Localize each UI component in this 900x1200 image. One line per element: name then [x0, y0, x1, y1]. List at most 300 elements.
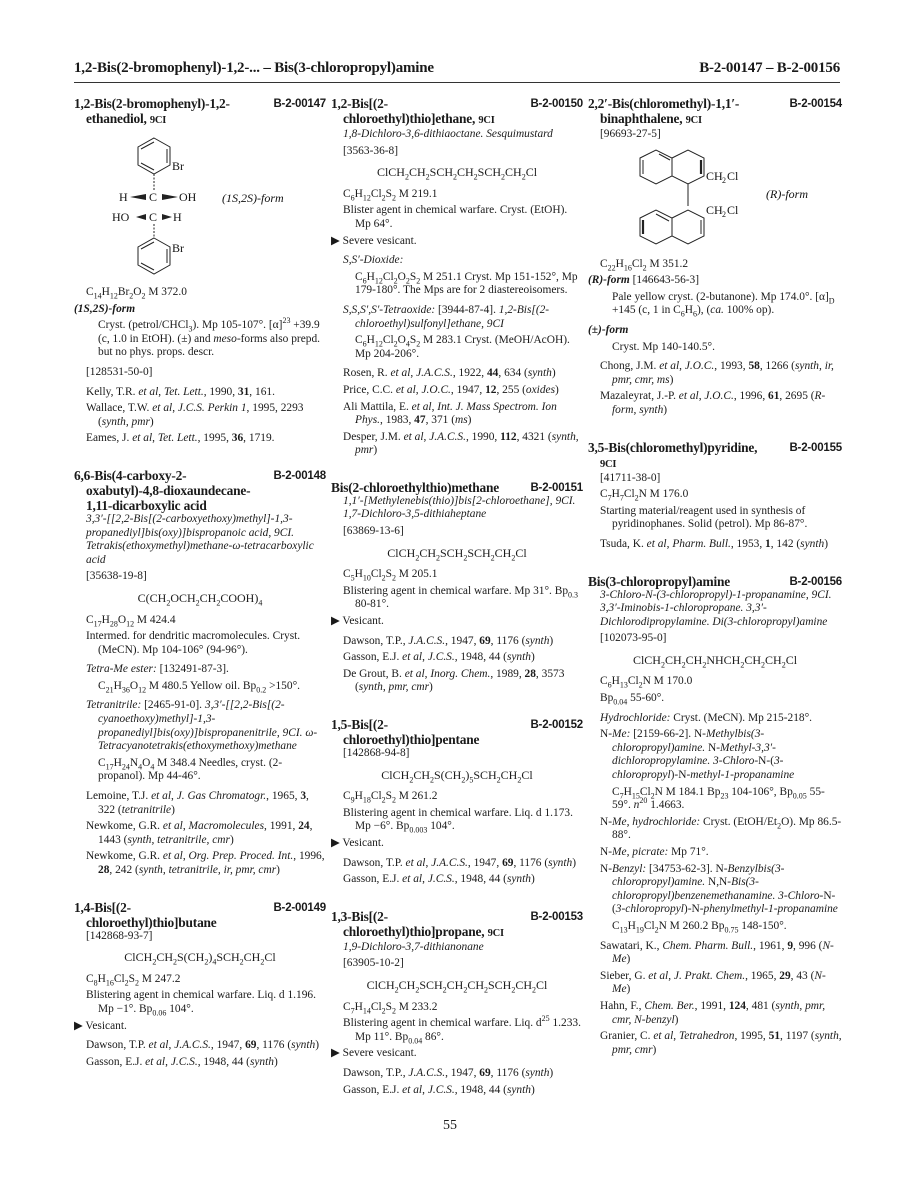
text-run: 104-106°, Bp	[728, 785, 793, 798]
text-run: Blister agent in chemical warfare. Cryst. (EtOH). Mp 64°.	[343, 204, 568, 230]
text-run: ▶ Vesicant.	[74, 1019, 127, 1032]
text-run: , 43 (	[790, 969, 815, 982]
entry-paragraph	[331, 837, 583, 851]
italic-text: et al	[390, 367, 411, 380]
italic-text: et al	[152, 402, 173, 415]
text-run: C	[600, 675, 608, 688]
text-run: Starting material/reagent used in synthesis of pyridinophanes. Solid (petrol). Mp 86-87°.	[600, 504, 808, 531]
text-run: CH	[685, 652, 703, 667]
svg-text:Cl: Cl	[727, 168, 739, 183]
italic-text: et al	[151, 790, 171, 803]
subscript: 2	[461, 774, 466, 784]
text-run: 80-81°.	[355, 598, 389, 611]
text-run: , 1266 (	[759, 360, 795, 373]
text-run: Pale yellow cryst. (2-butanone). Mp 174.0°. [α]	[612, 290, 829, 303]
entry-paragraph	[588, 728, 842, 782]
text-run: Blistering agent in chemical warfare. Liq. d	[343, 1017, 542, 1030]
text-run: C	[612, 785, 620, 798]
text-run: [63905-10-2]	[343, 957, 404, 970]
text-run: Chong, J.M.	[600, 360, 660, 373]
text-run: ,	[424, 667, 431, 680]
italic-text: Me, hydrochloride:	[612, 815, 701, 828]
text-run: , 1176 (	[490, 1066, 526, 1079]
italic-text: synth, pmr, cmr	[358, 681, 430, 694]
entry-paragraph	[74, 432, 326, 446]
volume-number: 28	[98, 864, 110, 876]
subscript: 7	[350, 1005, 355, 1015]
subscript: 2	[393, 339, 398, 349]
subscript: 12	[138, 685, 147, 695]
entry-paragraph	[331, 1067, 583, 1081]
text-run: [132491-87-3].	[156, 663, 229, 676]
text-run: , 1991,	[264, 820, 299, 833]
entry-paragraph	[588, 360, 842, 387]
italic-text: et al	[402, 873, 423, 886]
subscript: 2	[141, 291, 146, 301]
italic-text: 3,3′-[[2,2-Bis[(2-carboxyethoxy)methyl]-1,3-propanediyl]bis(oxy)]bispropanoic acid, 9CI. Tetrakis(ethoxymethyl)methane-ω-tetracarboxylic acid	[86, 512, 314, 566]
subscript: 2	[216, 598, 221, 608]
entry-id: B-2-00154	[789, 98, 842, 110]
entry-title	[588, 440, 842, 472]
subscript: 2	[391, 573, 396, 583]
subscript: 2	[172, 957, 177, 967]
form-label: (R)-form	[588, 274, 630, 287]
svg-text:2: 2	[722, 209, 726, 219]
text-run: Newkome, G.R.	[86, 850, 163, 863]
subscript: 2	[425, 172, 430, 182]
text-run: Cl	[623, 488, 635, 501]
italic-text: Me:	[612, 728, 631, 741]
subscript: 18	[362, 795, 371, 805]
italic-text: et al	[162, 820, 183, 833]
text-run: CH	[515, 977, 533, 992]
italic-text: 1,2-Bis[(2-chloroethyl)sulfonyl]ethane, 9CI	[355, 303, 550, 330]
italic-text: N-Me	[612, 969, 826, 996]
volume-number: 24	[298, 820, 310, 833]
text-run: Cl	[370, 1000, 382, 1013]
entry-paragraph	[588, 390, 842, 417]
running-header	[74, 58, 840, 83]
subscript: 2	[134, 978, 139, 988]
text-run: SCH	[473, 767, 497, 782]
volume-number: 9	[787, 939, 794, 952]
volume-number: 69	[479, 634, 491, 647]
entry-paragraph	[74, 850, 326, 877]
entry-paragraph	[74, 316, 326, 360]
text-run: [2159-66-2]. N-	[630, 728, 706, 741]
entry-title	[331, 909, 583, 941]
text-run: C	[343, 187, 351, 200]
structure-binaphthyl-diagram	[588, 146, 842, 256]
text-run: ClCH	[387, 545, 416, 560]
text-run: ), (	[696, 304, 711, 317]
subscript: 16	[623, 262, 632, 272]
entry-title	[74, 96, 326, 128]
entry-paragraph	[74, 286, 326, 300]
subscript: 15	[631, 790, 640, 800]
text-run: M 283.1 Cryst. (MeOH/AcOH). Mp 204-206°.	[355, 334, 570, 360]
text-run: C	[355, 270, 363, 283]
italic-text: R-form, synth	[612, 390, 826, 416]
subscript: 4	[212, 957, 217, 967]
subscript: 12	[126, 618, 135, 628]
text-run: )-N-	[670, 769, 691, 782]
subscript: 4	[150, 762, 155, 772]
subscript: 2	[473, 172, 478, 182]
subscript: 16	[105, 978, 114, 988]
text-run: Eames, J.	[86, 432, 133, 445]
text-run: Gasson, E.J.	[343, 1083, 403, 1096]
text-run: H	[101, 286, 110, 298]
text-run: ,	[165, 1055, 171, 1068]
entry-paragraph	[331, 495, 583, 522]
text-run: Granier, C.	[600, 1030, 654, 1043]
subscript: 7	[619, 493, 624, 503]
italic-text: 3-chloropropyl	[615, 903, 684, 916]
text-run: ,	[679, 360, 685, 373]
text-run: CH	[664, 652, 682, 667]
text-run: S(CH	[176, 950, 205, 965]
entry-paragraph	[588, 589, 842, 630]
subscript: 2	[463, 985, 468, 995]
subscript: 0.75	[724, 925, 739, 935]
text-run: 100% op).	[723, 304, 775, 317]
text-run: , 1953,	[730, 537, 766, 550]
subscript: 2	[650, 790, 655, 800]
text-run: Wallace, T.W.	[86, 402, 153, 415]
italic-text: methyl-1-propanamine	[690, 769, 795, 782]
subscript: 21	[105, 685, 114, 695]
entry-paragraph	[74, 790, 326, 817]
volume-number: 69	[479, 1066, 491, 1079]
entry-paragraph	[331, 747, 583, 761]
entry-id: B-2-00156	[789, 575, 842, 588]
entry-paragraph	[74, 663, 326, 677]
italic-text: Inorg. Chem.	[430, 667, 491, 680]
entry-paragraph	[331, 188, 583, 202]
subscript: 2	[409, 774, 414, 784]
volume-number: 112	[500, 430, 517, 443]
entry-id: B-2-00147	[273, 98, 326, 110]
subscript: 2	[435, 553, 440, 563]
entry-paragraph	[74, 513, 326, 567]
text-run: 1,2-Bis(2-bromophenyl)-1,2-ethanediol,	[74, 96, 230, 126]
entry-paragraph	[74, 699, 326, 753]
text-run: CH	[494, 545, 512, 560]
text-run: M 251.1 Cryst. Mp 151-152°, Mp 179-180°. The Mps are for 2 diastereoisomers.	[355, 270, 578, 297]
entry-id: B-2-00153	[530, 910, 583, 923]
italic-text: Tet. Lett.	[163, 385, 204, 398]
ci-marker: 9CI	[487, 927, 504, 939]
text-run: C(CH	[137, 590, 167, 605]
entry-paragraph	[331, 568, 583, 582]
text-run: , 1983,	[380, 414, 415, 427]
text-run: CH	[457, 165, 474, 180]
subscript: 2	[415, 985, 420, 995]
entry-paragraph	[588, 538, 842, 552]
text-run: [146643-56-3]	[629, 274, 700, 287]
subscript: 7	[619, 790, 624, 800]
italic-text: J.A.C.S.	[408, 634, 446, 647]
volume-number: 69	[245, 1039, 257, 1052]
volume-number: 58	[748, 360, 760, 373]
svg-text:H: H	[119, 190, 128, 204]
italic-text: J.C.S.	[427, 651, 455, 664]
italic-text: Methyl-3,3′-dichloropropylamine. 3-Chloro-	[612, 741, 776, 768]
text-run: Cryst. Mp 140-140.5°.	[612, 340, 715, 353]
text-run: O	[142, 756, 151, 769]
text-run: H	[354, 187, 363, 200]
subscript: 2	[391, 193, 396, 203]
header-entry-range-ids: B-2-00147 – B-2-00156	[699, 60, 840, 76]
text-run: , 1947,	[445, 1066, 480, 1079]
text-run: , 1443 (	[98, 820, 313, 846]
entry-paragraph	[588, 970, 842, 997]
text-run: [102073-95-0]	[600, 632, 667, 645]
subscript: 6	[680, 309, 685, 319]
italic-text: Tetrahedron	[678, 1030, 735, 1043]
header-entry-range-names: 1,2-Bis(2-bromophenyl)-1,2-... – Bis(3-chloropropyl)amine	[74, 60, 434, 76]
text-run: , 996 (	[793, 939, 823, 952]
italic-text: Methylbis(3-chloropropyl)amine.	[612, 728, 765, 754]
entry-title	[331, 717, 583, 747]
text-run: )-N-	[683, 903, 704, 916]
text-run: , 1995,	[734, 1030, 769, 1043]
italic-text: 1,8-Dichloro-3,6-dithiaoctane. Sesquimustard	[343, 128, 553, 140]
text-run: ,	[666, 537, 673, 550]
text-run: Cl	[639, 785, 651, 798]
text-run: CH	[398, 977, 416, 992]
text-run: ,	[182, 850, 189, 863]
text-run: OCH	[170, 590, 196, 605]
text-run: C	[600, 488, 608, 501]
text-run: Lemoine, T.J.	[86, 790, 152, 803]
subscript: 2	[429, 774, 434, 784]
italic-text: J.C.S. Perkin 1	[177, 402, 247, 415]
text-run: )	[273, 1055, 278, 1068]
subscript: 2	[740, 660, 745, 670]
text-run: , 634 (	[498, 367, 528, 380]
italic-text: et al	[411, 400, 432, 413]
text-run: CH	[505, 165, 522, 180]
subscript: 9	[350, 795, 355, 805]
entry-paragraph	[331, 941, 583, 955]
entry-paragraph	[331, 1014, 583, 1045]
italic-text: Org. Prep. Proced. Int.	[188, 850, 294, 863]
subscript: 23	[720, 790, 729, 800]
text-run: N M 176.0	[638, 488, 689, 501]
subscript: 2	[660, 660, 665, 670]
text-run: H	[101, 613, 110, 626]
text-run: )	[549, 634, 554, 647]
text-run: Dawson, T.P.	[86, 1039, 149, 1052]
entry-paragraph	[331, 384, 583, 398]
italic-text: synth, pmr, cmr	[612, 1030, 842, 1056]
dictionary-entry	[331, 717, 583, 887]
text-run: Cl	[643, 919, 655, 932]
text-run: Intermed. for dendritic macromolecules. Cryst. (MeCN). Mp 104-106° (94-96°).	[86, 630, 301, 656]
subscript: D	[828, 296, 835, 306]
text-run: Mp 71°.	[668, 846, 709, 858]
subscript: 2	[195, 598, 200, 608]
text-run: , 1176 (	[513, 856, 549, 869]
text-run: Bis(2-chloroethylthio)methane	[331, 479, 500, 495]
text-run: SCH	[477, 165, 502, 180]
text-run: [41711-38-0]	[600, 471, 661, 484]
text-run: CH	[408, 165, 426, 180]
text-run: CH	[413, 767, 430, 782]
text-run: , 1965,	[745, 969, 780, 982]
form-label: (±)-form	[588, 323, 629, 336]
italic-text: n	[633, 799, 640, 812]
entry-paragraph	[331, 957, 583, 971]
text-run: ClCH	[366, 977, 395, 992]
subscript: 2	[781, 660, 786, 670]
text-run: M 372.0	[145, 286, 187, 298]
text-run: Bis(3-chloropropyl)amine	[588, 573, 731, 589]
text-run: , 1993,	[714, 360, 749, 373]
text-run: , 242 (	[109, 864, 139, 876]
ci-marker: 9CI	[600, 458, 617, 470]
text-run: , 1990,	[465, 430, 501, 443]
dictionary-entry	[588, 440, 842, 552]
subscript: 2	[654, 925, 659, 935]
volume-number: 51	[768, 1030, 781, 1043]
italic-text: synth	[548, 856, 573, 869]
entry-id: B-2-00151	[530, 481, 583, 494]
entry-paragraph	[588, 488, 842, 502]
italic-text: synth	[249, 1055, 274, 1068]
entry-paragraph	[331, 1047, 583, 1061]
subscript: 2	[239, 957, 244, 967]
dictionary-entry	[74, 468, 326, 878]
italic-text: Tetra-Me ester:	[86, 663, 157, 676]
entry-paragraph	[331, 204, 583, 231]
text-run: C	[612, 919, 620, 932]
entry-paragraph	[588, 786, 842, 813]
text-run: N M 260.2 Bp	[658, 919, 725, 932]
subscript: 2	[415, 553, 420, 563]
text-run: C	[86, 613, 94, 626]
text-run: +145 (c, 1 in C	[612, 304, 681, 317]
svg-text:OH: OH	[179, 190, 197, 204]
entry-paragraph	[331, 304, 583, 331]
text-run: CH	[765, 652, 782, 667]
text-run: S	[385, 1000, 392, 1013]
subscript: 4	[405, 339, 410, 349]
text-run: )	[229, 833, 234, 846]
italic-text: synth	[291, 1039, 316, 1052]
text-run: Kelly, T.R.	[86, 385, 139, 398]
text-run: ClCH	[376, 165, 405, 180]
ci-marker: 9CI	[149, 115, 167, 126]
subscript: 28	[109, 618, 118, 628]
text-run: CH	[500, 767, 518, 782]
italic-text: meso	[213, 332, 237, 345]
svg-text:(1S,2S)-form: (1S,2S)-form	[222, 191, 284, 205]
italic-text: S,S,S′,S′-Tetraoxide:	[343, 303, 436, 316]
text-run: Cl	[536, 977, 548, 992]
italic-text: Bis(3-chloropropyl)benzenemethanamine. 3-Chloro-	[612, 876, 824, 902]
entry-paragraph	[588, 863, 842, 917]
structural-formula	[331, 769, 583, 783]
italic-text: et al	[402, 1083, 423, 1096]
text-run: , 1948, 44 (	[454, 651, 507, 664]
subscript: 2	[381, 795, 386, 805]
text-run: CH	[419, 545, 436, 560]
entry-id: B-2-00155	[789, 441, 842, 454]
entry-paragraph	[74, 930, 326, 944]
text-run: )	[530, 651, 535, 664]
text-run: , 1948, 44 (	[197, 1055, 250, 1068]
entry-paragraph	[331, 367, 583, 381]
text-run: O	[397, 270, 406, 283]
text-run: H	[366, 270, 375, 283]
text-run: De Grout, B.	[343, 667, 405, 680]
volume-number: 1	[765, 537, 771, 550]
subscript: 2	[484, 985, 488, 995]
italic-text: Tet. Lett.	[157, 432, 198, 445]
entry-paragraph	[331, 585, 583, 612]
text-run: ,	[410, 367, 417, 380]
text-run: )	[572, 856, 576, 869]
entry-paragraph	[588, 940, 842, 967]
text-run: H	[97, 972, 106, 985]
entry-paragraph	[74, 1056, 326, 1070]
text-run: 1.233. Mp 11°. Bp	[355, 1017, 581, 1043]
text-run: N	[129, 756, 139, 769]
text-run: Cl	[521, 767, 533, 782]
entry-paragraph	[331, 271, 583, 298]
italic-text: Tetranitrile:	[86, 699, 142, 712]
entry-paragraph	[331, 873, 583, 887]
entry-paragraph	[331, 401, 583, 428]
text-run: Cryst. (EtOH/Et	[700, 815, 778, 828]
entry-paragraph	[74, 303, 326, 317]
text-run: SCH	[429, 165, 453, 180]
entry-paragraph	[588, 692, 842, 706]
italic-text: Chem. Pharm. Bull.	[662, 939, 754, 952]
text-run: N M 184.1 Bp	[654, 785, 721, 798]
entry-paragraph	[588, 274, 842, 288]
svg-text:C: C	[149, 210, 158, 224]
structural-formula	[331, 166, 583, 180]
entry-paragraph	[588, 675, 842, 689]
subscript: 14	[93, 291, 102, 301]
text-run: SCH	[488, 977, 512, 992]
structure-diagram	[74, 132, 326, 282]
text-run: N-	[600, 862, 613, 875]
svg-text:(R)-form: (R)-form	[766, 186, 808, 201]
italic-text: S,S′-Dioxide:	[343, 254, 404, 267]
entry-paragraph	[588, 472, 842, 486]
text-run: Cl	[264, 950, 276, 965]
text-run: N-(	[612, 889, 836, 916]
subscript: 8	[93, 978, 98, 988]
entry-paragraph	[331, 128, 583, 142]
dictionary-entry	[588, 574, 842, 1058]
entry-paragraph	[588, 920, 842, 934]
text-run: [35638-19-8]	[86, 570, 147, 583]
text-run: H	[113, 679, 122, 692]
text-run: )	[674, 1013, 679, 1026]
italic-text: J. Prakt. Chem.	[673, 969, 746, 982]
italic-text: Macromolecules	[188, 820, 265, 833]
svg-text:C: C	[149, 190, 158, 204]
text-run: Blistering agent in chemical warfare. Liq. d 1.196. Mp −1°. Bp	[86, 989, 316, 1015]
text-run: Ali Mattila, E.	[343, 400, 412, 413]
italic-text: J.C.S.	[170, 1055, 198, 1068]
